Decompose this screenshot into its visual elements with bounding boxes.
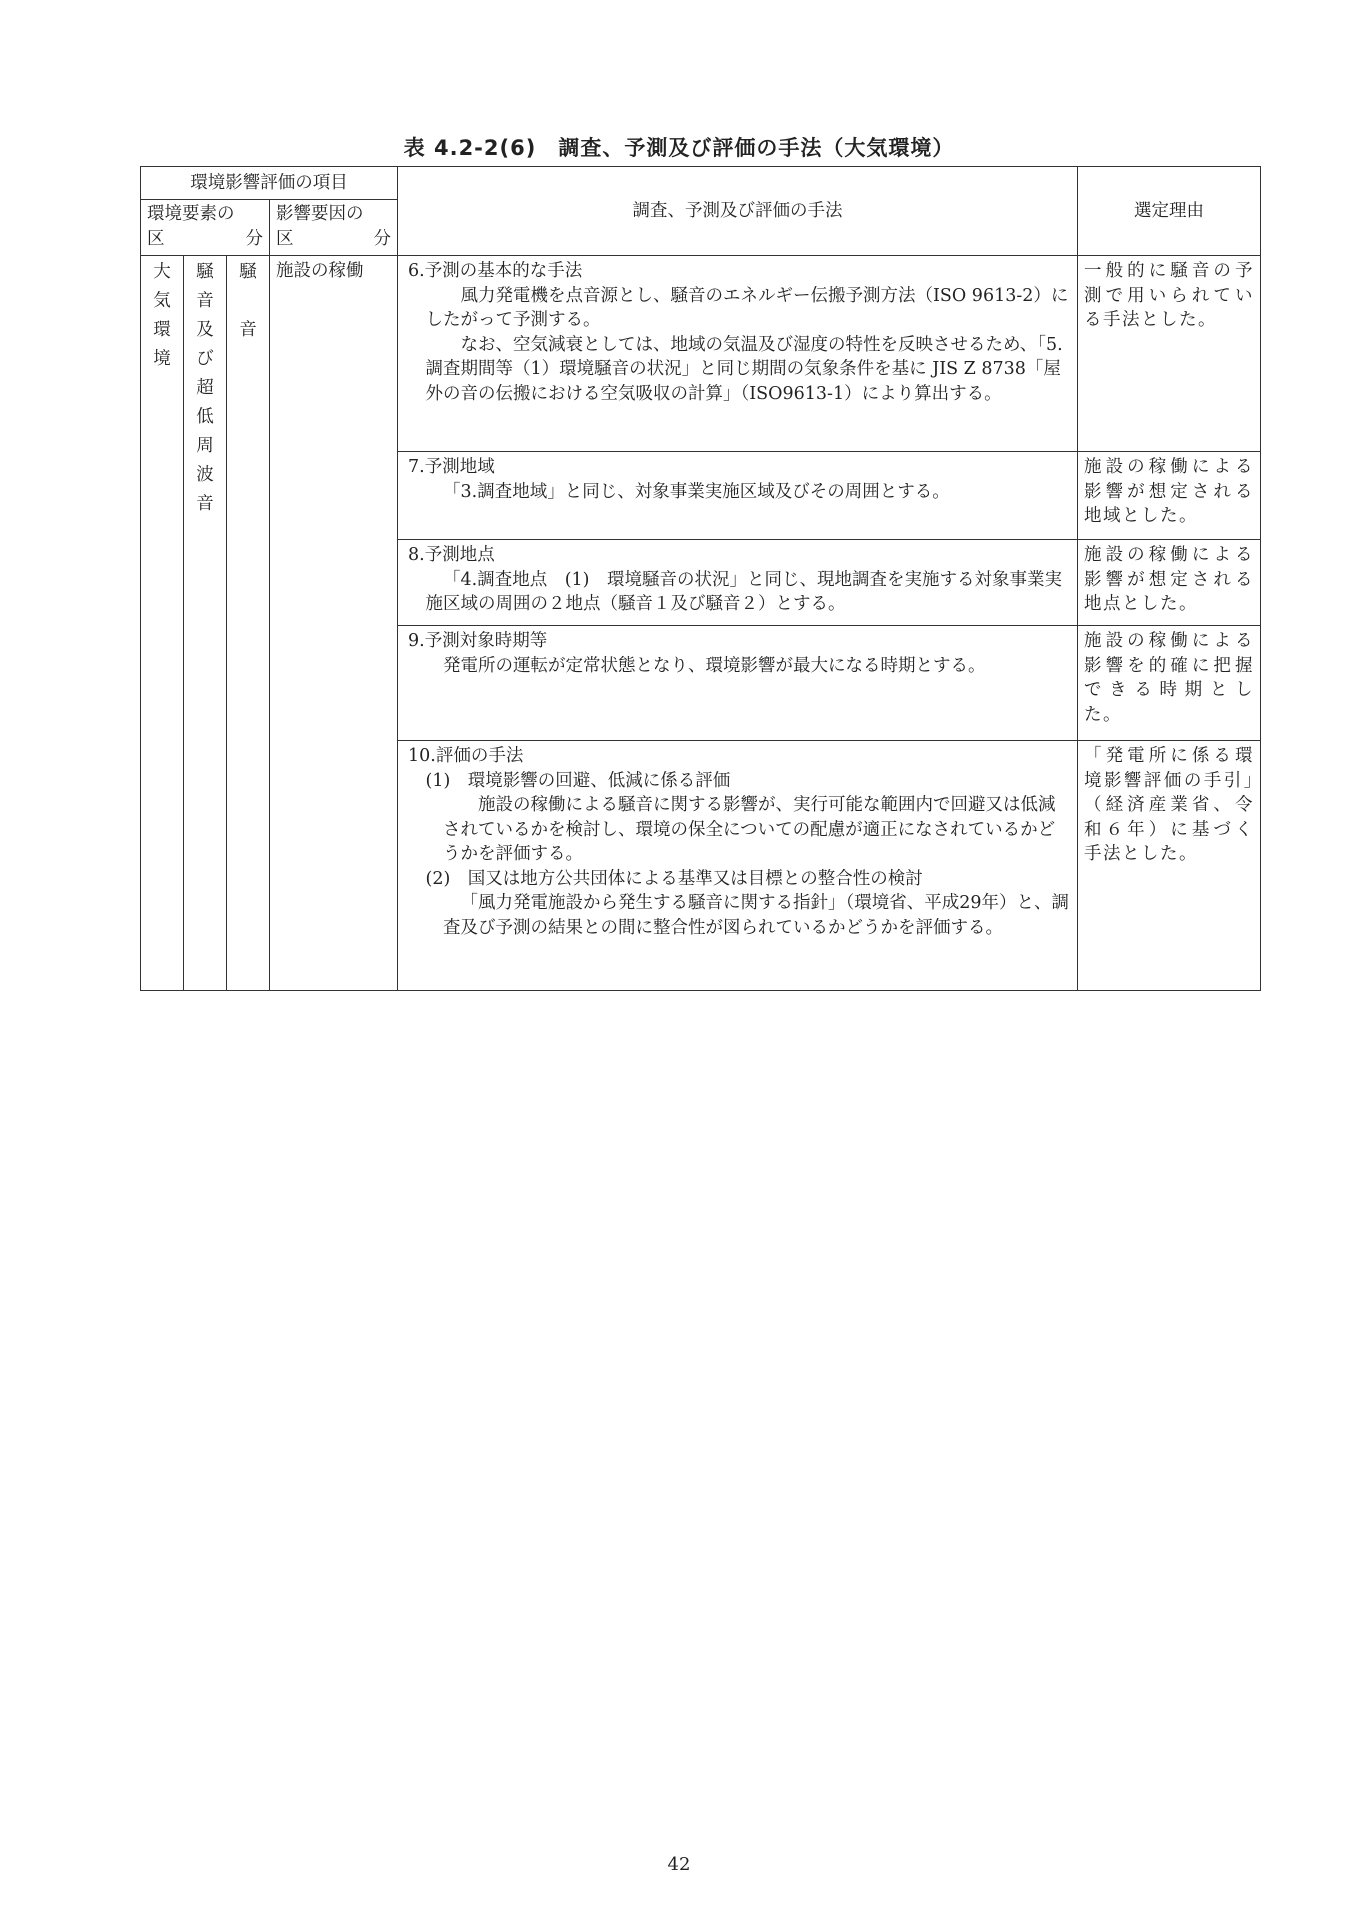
method-heading: 8.予測地点	[408, 545, 495, 565]
table-title: 表 4.2-2(6) 調査、予測及び評価の手法（大気環境）	[403, 136, 955, 160]
reason-basic-prediction: 一般的に騒音の予測で用いられている手法とした。	[1078, 256, 1261, 452]
method-heading: 10.評価の手法	[408, 746, 524, 766]
header-element-top: 環境要素の	[147, 204, 235, 224]
header-cause-left: 区	[276, 229, 294, 249]
method-prediction-period: 9.予測対象時期等 発電所の運転が定常状態となり、環境影響が最大になる時期とする。	[398, 626, 1078, 741]
category-noise-low-frequency: 騒 音 及 び 超 低 周 波 音	[184, 256, 227, 991]
cause-facility-operation: 施設の稼働	[270, 256, 398, 991]
method-prediction-points: 8.予測地点 「4.調査地点 (1) 環境騒音の状況」と同じ、現地調査を実施する対象事業実施区域の周囲の２地点（騒音１及び騒音２）とする。	[398, 540, 1078, 626]
header-impact-cause	[270, 200, 398, 256]
method-heading: 9.予測対象時期等	[408, 631, 548, 651]
method-heading: 6.予測の基本的な手法	[408, 261, 583, 281]
header-environment-element	[141, 200, 270, 256]
category-atmosphere: 大 気 環 境	[141, 256, 184, 991]
method-prediction-area: 7.予測地域 「3.調査地域」と同じ、対象事業実施区域及びその周囲とする。	[398, 452, 1078, 540]
assessment-method-table	[140, 166, 1261, 991]
reason-evaluation: 「発電所に係る環境影響評価の手引」（経済産業省、令和６年）に基づく手法とした。	[1078, 741, 1261, 991]
header-cause-top: 影響要因の	[276, 204, 364, 224]
category-noise: 騒 音	[227, 256, 270, 991]
header-element-left: 区	[147, 229, 165, 249]
method-heading: 7.予測地域	[408, 457, 495, 477]
reason-prediction-points: 施設の稼働による影響が想定される地点とした。	[1078, 540, 1261, 626]
header-element-right: 分	[245, 229, 263, 249]
header-method: 調査、予測及び評価の手法	[398, 167, 1078, 256]
method-basic-prediction: 6.予測の基本的な手法 風力発電機を点音源とし、騒音のエネルギー伝搬予測方法（ISO 9613-2）にしたがって予測する。 なお、空気減衰としては、地域の気温及び湿度の特性を反映させるため、「5.調査期間等（1）環境騒音の状況」と同じ期間の気象条件を基に JIS Z 8738「屋外の音の伝搬における空気吸収の計算」（ISO9613-1）により算出する。	[398, 256, 1078, 452]
reason-prediction-area: 施設の稼働による影響が想定される地域とした。	[1078, 452, 1261, 540]
page-number: 42	[667, 1854, 691, 1875]
method-evaluation: 10.評価の手法 (1) 環境影響の回避、低減に係る評価 施設の稼働による騒音に関する影響が、実行可能な範囲内で回避又は低減されているかを検討し、環境の保全についての配慮が適正になされているかどうかを評価する。 (2) 国又は地方公共団体による基準又は目標との整合性の検討 「風力発電施設から発生する騒音に関する指針」（環境省、平成29年）と、調査及び予測の結果との間に整合性が図られているかどうかを評価する。	[398, 741, 1078, 991]
reason-prediction-period: 施設の稼働による影響を的確に把握できる時期とした。	[1078, 626, 1261, 741]
header-assessment-item: 環境影響評価の項目	[141, 167, 398, 200]
header-reason: 選定理由	[1078, 167, 1261, 256]
header-cause-right: 分	[373, 229, 391, 249]
